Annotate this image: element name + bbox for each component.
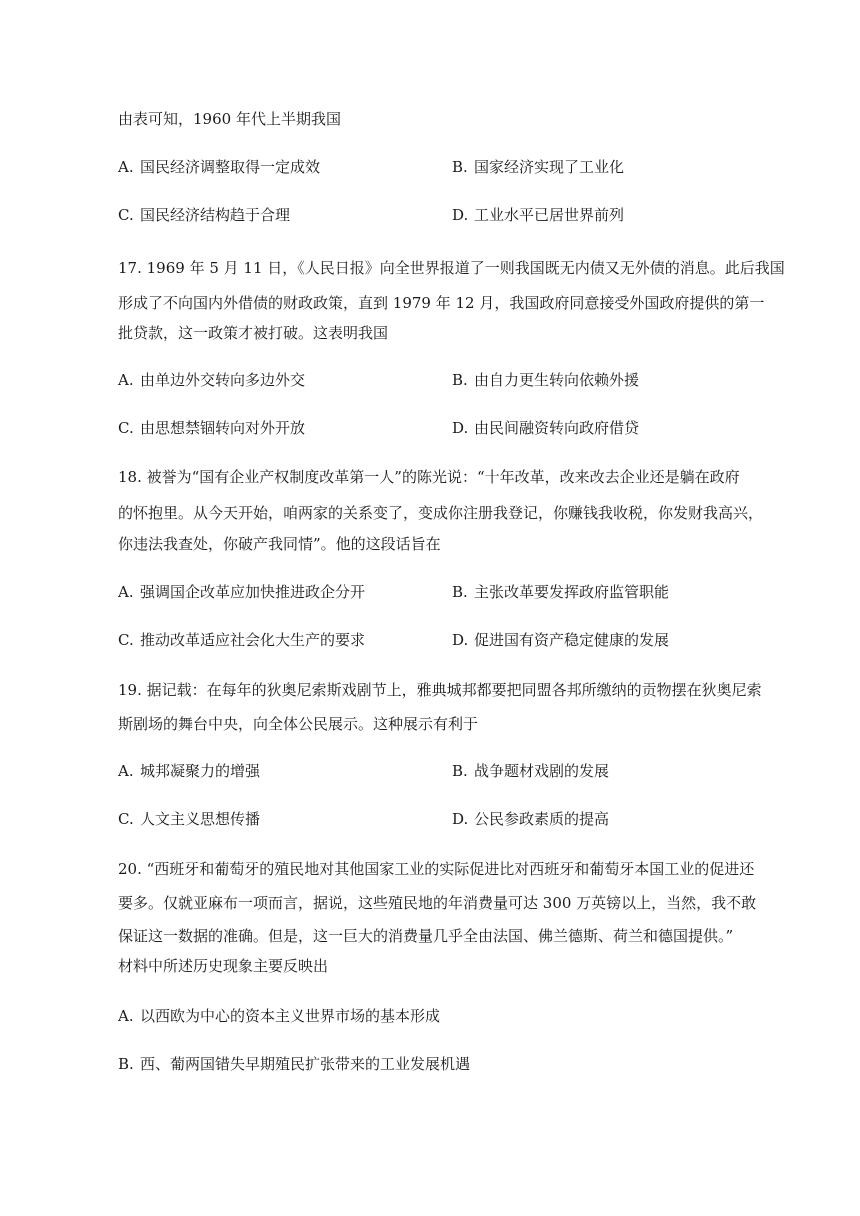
- q20-stem-line-3: 保证这一数据的准确。但是，这一巨大的消费量几乎全由法国、佛兰德斯、荷兰和德国提供。”: [118, 927, 734, 945]
- option-letter: C.: [118, 631, 134, 649]
- q20-stem-line-2: 要多。仅就亚麻布一项而言，据说，这些殖民地的年消费量可达 300 万英镑以上，当然，我不敢: [118, 894, 757, 912]
- q16-option-d[interactable]: [452, 205, 624, 225]
- q19-stem-line-1: 19. 据记载：在每年的狄奥尼索斯戏剧节上，雅典城邦都要把同盟各邦所缴纳的贡物摆在狄奥尼索: [118, 681, 762, 699]
- option-text: 促进国有资产稳定健康的发展: [474, 631, 670, 649]
- option-letter: D.: [452, 810, 469, 828]
- option-letter: A.: [118, 1007, 134, 1025]
- q17-stem-line-1: 17. 1969 年 5 月 11 日，《人民日报》向全世界报道了一则我国既无内债又无外债的消息。此后我国: [118, 259, 785, 277]
- option-letter: A.: [118, 158, 134, 176]
- option-text: 人文主义思想传播: [140, 810, 261, 828]
- q18-option-a[interactable]: [118, 582, 365, 602]
- q19-stem-line-2: 斯剧场的舞台中央，向全体公民展示。这种展示有利于: [118, 715, 479, 733]
- option-text: 以西欧为中心的资本主义世界市场的基本形成: [140, 1007, 441, 1025]
- q19-option-a[interactable]: [118, 761, 260, 781]
- option-text: 推动改革适应社会化大生产的要求: [140, 631, 366, 649]
- q16-stem-tail: 由表可知，1960 年代上半期我国: [118, 110, 341, 128]
- q16-option-b[interactable]: [452, 157, 624, 177]
- option-letter: D.: [452, 631, 469, 649]
- q17-stem-line-3: 批贷款，这一政策才被打破。这表明我国: [118, 324, 389, 342]
- q19-option-d[interactable]: [452, 809, 609, 829]
- q19-option-b[interactable]: [452, 761, 609, 781]
- option-text: 由思想禁锢转向对外开放: [140, 419, 306, 437]
- option-letter: D.: [452, 206, 469, 224]
- option-text: 强调国企改革应加快推进政企分开: [140, 583, 366, 601]
- option-letter: A.: [118, 762, 134, 780]
- option-text: 战争题材戏剧的发展: [474, 762, 610, 780]
- q18-option-b[interactable]: [452, 582, 669, 602]
- q18-stem-line-2: 的怀抱里。从今天开始，咱两家的关系变了，变成你注册我登记，你赚钱我收税，你发财我高兴，: [118, 504, 764, 522]
- option-letter: B.: [452, 583, 468, 601]
- option-letter: B.: [452, 158, 468, 176]
- option-letter: C.: [118, 206, 134, 224]
- option-text: 公民参政素质的提高: [474, 810, 610, 828]
- option-letter: D.: [452, 419, 469, 437]
- q17-option-c[interactable]: [118, 418, 305, 438]
- option-text: 由单边外交转向多边外交: [140, 371, 306, 389]
- option-text: 西、葡两国错失早期殖民扩张带来的工业发展机遇: [140, 1055, 471, 1073]
- q20-stem-line-4: 材料中所述历史现象主要反映出: [118, 957, 329, 975]
- q17-stem-line-2: 形成了不向国内外借债的财政政策，直到 1979 年 12 月，我国政府同意接受外国政府提供的第一: [118, 294, 765, 312]
- option-text: 国民经济结构趋于合理: [140, 206, 291, 224]
- q17-option-a[interactable]: [118, 370, 305, 390]
- option-letter: C.: [118, 419, 134, 437]
- q18-stem-line-1: 18. 被誉为“国有企业产权制度改革第一人”的陈光说：“十年改革，改来改去企业还是躺在政府: [118, 468, 740, 486]
- option-text: 工业水平已居世界前列: [474, 206, 625, 224]
- q20-stem-line-1: 20. “西班牙和葡萄牙的殖民地对其他国家工业的实际促进比对西班牙和葡萄牙本国工业的促进还: [118, 860, 755, 878]
- option-text: 主张改革要发挥政府监管职能: [474, 583, 670, 601]
- q16-option-c[interactable]: [118, 205, 290, 225]
- option-letter: A.: [118, 371, 134, 389]
- q20-option-b[interactable]: [118, 1054, 470, 1074]
- option-letter: B.: [452, 371, 468, 389]
- option-text: 由自力更生转向依赖外援: [474, 371, 640, 389]
- q16-option-a[interactable]: [118, 157, 320, 177]
- option-text: 国民经济调整取得一定成效: [140, 158, 321, 176]
- q17-option-b[interactable]: [452, 370, 639, 390]
- q20-option-a[interactable]: [118, 1006, 440, 1026]
- q18-option-c[interactable]: [118, 630, 365, 650]
- option-letter: A.: [118, 583, 134, 601]
- q19-option-c[interactable]: [118, 809, 260, 829]
- q18-option-d[interactable]: [452, 630, 669, 650]
- option-text: 由民间融资转向政府借贷: [474, 419, 640, 437]
- option-text: 国家经济实现了工业化: [474, 158, 625, 176]
- option-letter: B.: [118, 1055, 134, 1073]
- q18-stem-line-3: 你违法我查处，你破产我同情”。他的这段话旨在: [118, 535, 441, 553]
- q17-option-d[interactable]: [452, 418, 639, 438]
- option-text: 城邦凝聚力的增强: [140, 762, 261, 780]
- option-letter: B.: [452, 762, 468, 780]
- option-letter: C.: [118, 810, 134, 828]
